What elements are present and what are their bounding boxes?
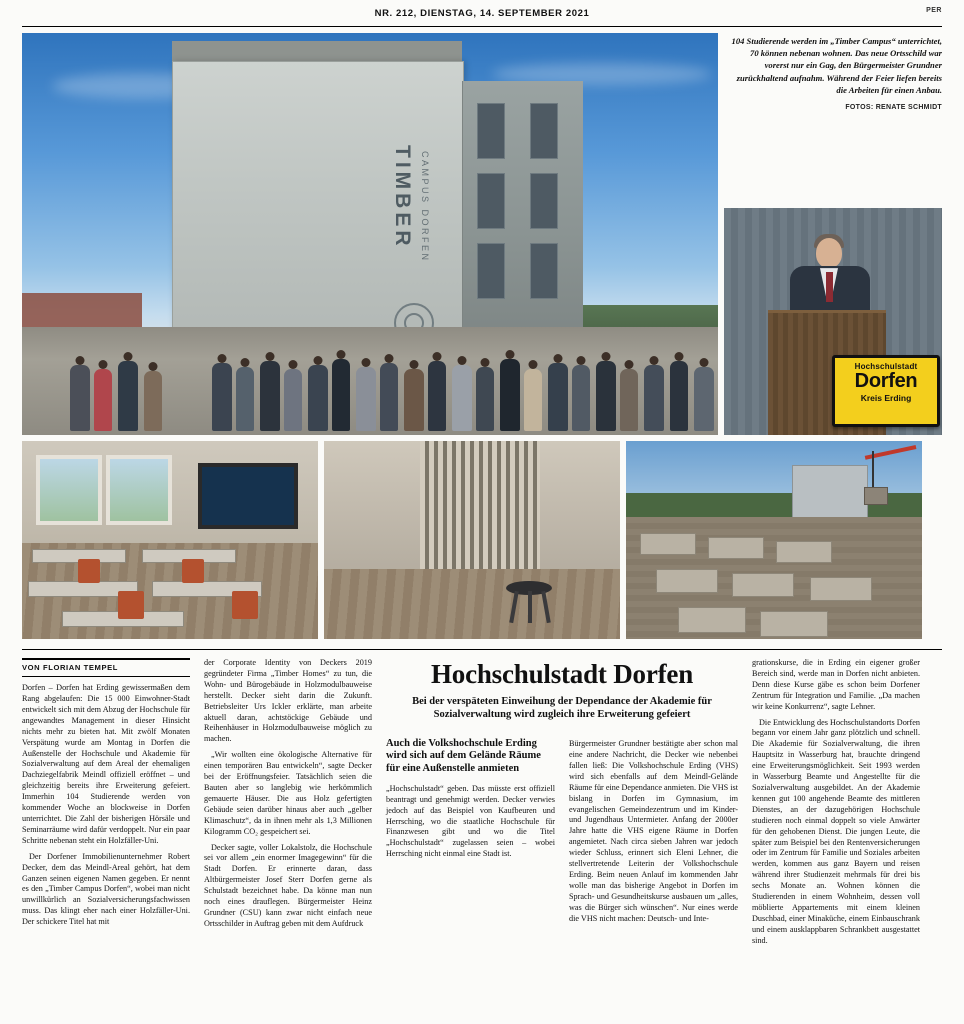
city-limit-sign [832, 355, 940, 427]
window [530, 103, 558, 159]
corridor-photo [324, 441, 620, 639]
paragraph: Bürgermeister Grundner bestätigte aber schon mal eine andere Nachricht, die Decker wie nebenbei fallen ließ: Die Volkshochschule Erding (VHS) wird sich ebenfalls auf dem Meindl-Gelände Räume für eine Dependance anmieten. Die VHS ist bislang in Dorfen im Gymnasium, im evangelischen Gemeindezentrum und im Kinder- und Jugendhaus Untermieter. Anfang der 2000er Jahre hatte die VHS eigene Räume in Dorfen angemietet. Nach circa sieben Jahren war jedoch wieder Schluss, erinnert sich Eleni Lehner, die stellvertretende Leiterin der Volkshochschule Erding. Beim neuen Anlauf im kommenden Jahr wolle man das bisherige Angebot in Dorfen im Sprach- und Gesundheitskurse ausbauen um „alles, was die Bürger sich wünschen“. Nur eines werde die VHS nicht machen: Deutsch- und Inte- [569, 739, 739, 923]
photo-area [22, 33, 942, 639]
crane [864, 445, 916, 515]
article-column-2 [204, 658, 372, 952]
person [94, 369, 112, 431]
person [524, 369, 542, 431]
person [644, 365, 664, 431]
paragraph: „Wir wollten eine ökologische Alternative für einen temporären Bau entwickeln“, sagte Decker bei der Eröffnungsfeier. Tatsächlich seien die Bauten aber so langlebig wie herkömmlich gemauerte Häuser. Die aus Holz gefertigten Gebäude seien darüber hinaus aber auch „gelber Klimaschutz“, da in ihnen mehr als 1,3 Millionen Kilogramm CO₂ gespeichert sei. [204, 750, 372, 836]
window [477, 103, 505, 159]
article-column-5 [752, 658, 920, 952]
chair [118, 591, 144, 619]
paragraph: Der Dorfener Immobilienunternehmer Robert Decker, dem das Meindl-Areal gehört, hat dem Ganzen seinen eigenen Namen gegeben. Er nennt es den „Timber Campus Dorfen“, wobei man nicht unwillkürlich an Sozialversicherungsfachwissen muss. Das klingt eher nach einer Holzfäller-Uni. Der schickere Titel hat mit [22, 851, 190, 927]
floor [324, 569, 620, 639]
speaker-photo [724, 208, 942, 435]
paragraph: „Hochschulstadt“ geben. Das müsste erst offiziell beantragt und genehmigt werden. Decker verwies jedoch auf das Beispiel von Kaufbeuren und Herrsching, wo die staatliche Hochschule für Finanzwesen gibt und wo die Titel „Hochschulstadt“ zugelassen seien – wobei Herrsching nicht einmal eine Stadt ist. [386, 783, 555, 859]
photo-row-top [22, 33, 942, 435]
photo-credit: FOTOS: RENATE SCHMIDT [845, 104, 942, 112]
window [530, 173, 558, 229]
person [404, 369, 424, 431]
foundation-slab [732, 573, 794, 597]
chair [232, 591, 258, 619]
foundation-slab [776, 541, 832, 563]
person [144, 371, 162, 431]
masthead [22, 0, 942, 27]
article-column-1 [22, 658, 190, 952]
person [670, 361, 688, 431]
person [694, 367, 714, 431]
window [36, 455, 102, 525]
article-column-4 [569, 731, 738, 933]
stool [506, 581, 552, 625]
crane-cable [872, 451, 874, 487]
sign-line-dorfen: Dorfen [854, 370, 918, 392]
window [106, 455, 172, 525]
chair [182, 559, 204, 583]
paragraph: Dorfen – Dorfen hat Erding gewissermaßen dem Rang abgelaufen: Die 15 000 Einwohner-Stadt entwickelt sich mit dem Abzug der Hochschule für angewandtes Management in dieser Hinsicht nichts mehr zu bieten hat. Mit zwölf Monaten Verspätung wurde am Montag in Dorfen die Außenstelle der Hochschule und Akademie für Sozialverwaltung auf dem Areal der ehemaligen Dachziegelfabrik Meindl offiziell eröffnet – und gleichzeitig bereits ihre Erweiterung gefeiert. Immerhin 104 Studierende werden von kommender Woche an blockweise in Dorfen unterrichtet. Die Zahl der bisherigen Hörsäle und Seminarräume wird dafür verdoppelt. Nur ein paar Schritte nebenan steht ein Holzfäller-Uni. [22, 683, 190, 845]
person [260, 361, 280, 431]
caption-text: 104 Studierende werden im „Timber Campus“ unterrichtet, 70 können nebenan wohnen. Das neue Ortsschild war vorerst nur ein Gag, den Bürgermeister Grundner zurückhaltend aufnahm. Während der Feier liefen bereits die Arbeiten für einen Anbau. [731, 36, 942, 95]
sign-line-hochschulstadt: Hochschulstadt [854, 362, 918, 371]
stool-leg [541, 591, 550, 623]
crosshead: Auch die Volkshochschule Erding wird sich auf dem Gelände Räume für eine Außenstelle anmieten [386, 737, 541, 775]
window [477, 173, 505, 229]
stool-leg [528, 591, 532, 623]
person [308, 365, 328, 431]
crane-load [864, 487, 888, 505]
person [284, 369, 302, 431]
foundation-slab [760, 611, 828, 637]
main-photo-timber-campus [22, 33, 718, 435]
window [530, 243, 558, 299]
sign-line-kreis-erding: Kreis Erding [860, 393, 912, 403]
foundation-slab [810, 577, 872, 601]
person [356, 367, 376, 431]
person [118, 361, 138, 431]
headline-sub-columns [386, 731, 738, 933]
headline-block [386, 658, 738, 952]
person [548, 363, 568, 431]
right-column-top [724, 33, 942, 435]
person [572, 365, 590, 431]
person [428, 361, 446, 431]
person [596, 361, 616, 431]
person [212, 363, 232, 431]
stool-leg [509, 591, 518, 623]
article-column-3 [386, 731, 555, 933]
building-label-timber: TIMBER [391, 145, 414, 250]
speaker-head [816, 238, 842, 268]
section-divider [22, 649, 942, 650]
person [500, 359, 520, 431]
module-building [792, 465, 868, 525]
paragraph: der Corporate Identity von Deckers 2019 gegründeter Firma „Timber Homes“ zu tun, die Wohn- und Bürogebäude in Holzmodulbauweise herstellt. Decker sieht darin die Zukunft. Betriebsleiter Urs Ickler erklärte, man arbeite aktuell daran, achtstöckige Gebäude und Reihenhäuser in Holzmodulbauweise möglich zu machen. [204, 658, 372, 744]
speaker-tie [826, 272, 833, 302]
building-roof [172, 41, 462, 63]
foundation-slab [678, 607, 746, 633]
byline: VON FLORIAN TEMPEL [22, 658, 190, 677]
classroom-photo [22, 441, 318, 639]
subheadline: Bei der verspäteten Einweihung der Dependance der Akademie für Sozialverwaltung wird zugleich ihre Erweiterung gefeiert [412, 695, 712, 721]
crowd [22, 315, 718, 435]
person [476, 367, 494, 431]
person [380, 363, 398, 431]
person [332, 359, 350, 431]
display-screen [198, 463, 298, 529]
person [452, 365, 472, 431]
paragraph: Decker sagte, voller Lokalstolz, die Hochschule sei vor allem „ein enormer Imagegewinn“ für die Stadt Dorfen. Er erinnerte daran, dass Altbürgermeister Josef Sterr Dorfen gerne als Schulstadt bezeichnet habe. Da könne man nun noch eines drauflegen. Bürgermeister Heinz Grundner (CSU) kann zwar nicht einfach neue Ortsschilder in Auftrag geben mit dem Aufdruck [204, 842, 372, 928]
paragraph: Die Entwicklung des Hochschulstandorts Dorfen begann vor einem Jahr ganz plötzlich und schnell. Die Akademie für Sozialverwaltung, die ihren Hauptsitz in Wasserburg hat, brauchte dringend eine Erweiterungsmöglichkeit. Seit 1993 werden in Wasserburg Beamte und Angestellte für die Sozialverwaltung ausgebildet. An der Akademie kennen gut 100 angehende Beamte des mittleren Dienstes, an der dazugehörigen Hochschule studieren noch einmal doppelt so viele Anwärter für den gehobenen Dienst. Die jungen Leute, die später zum Beispiel bei den Rentenversicherungen oder im Zentrum für Familie und Soziales arbeiten werden, kommen aus ganz Bayern und reisen während ihrer Studienzeit mehrmals für drei bis sechs Monate an. Wohnen können die Studierenden in einem Wohnheim, dessen voll möblierte Appartements mit einem kleinen Duschbad, einer Minaküche, einem Einbauschrank und einem ausklappbaren Schrankbett ausgestattet sind. [752, 717, 920, 945]
paragraph: grationskurse, die in Erding ein eigener großer Bereich sind, werde man in Dorfen nicht anbieten. Denn diese Kurse gäbe es schon beim Dorfener Zentrum für Integration und Familie. „Da machen wir keine Konkurrenz“, sagte Lehner. [752, 658, 920, 711]
photo-caption [724, 33, 942, 202]
building-label-campus-dorfen: CAMPUS DORFEN [420, 151, 430, 263]
masthead-date: NR. 212, DIENSTAG, 14. SEPTEMBER 2021 [374, 7, 590, 19]
article [22, 658, 942, 952]
window [477, 243, 505, 299]
foundation-slab [656, 569, 718, 593]
person [620, 369, 638, 431]
foundation-slab [708, 537, 764, 559]
foundation-slab [640, 533, 696, 555]
construction-site-photo [626, 441, 922, 639]
chair [78, 559, 100, 583]
photo-row-bottom [22, 441, 942, 639]
person [236, 367, 254, 431]
person [70, 365, 90, 431]
wood-slat-screen [420, 441, 540, 583]
page-title: Hochschulstadt Dorfen [430, 659, 694, 689]
masthead-edition-code: PER [926, 7, 942, 14]
